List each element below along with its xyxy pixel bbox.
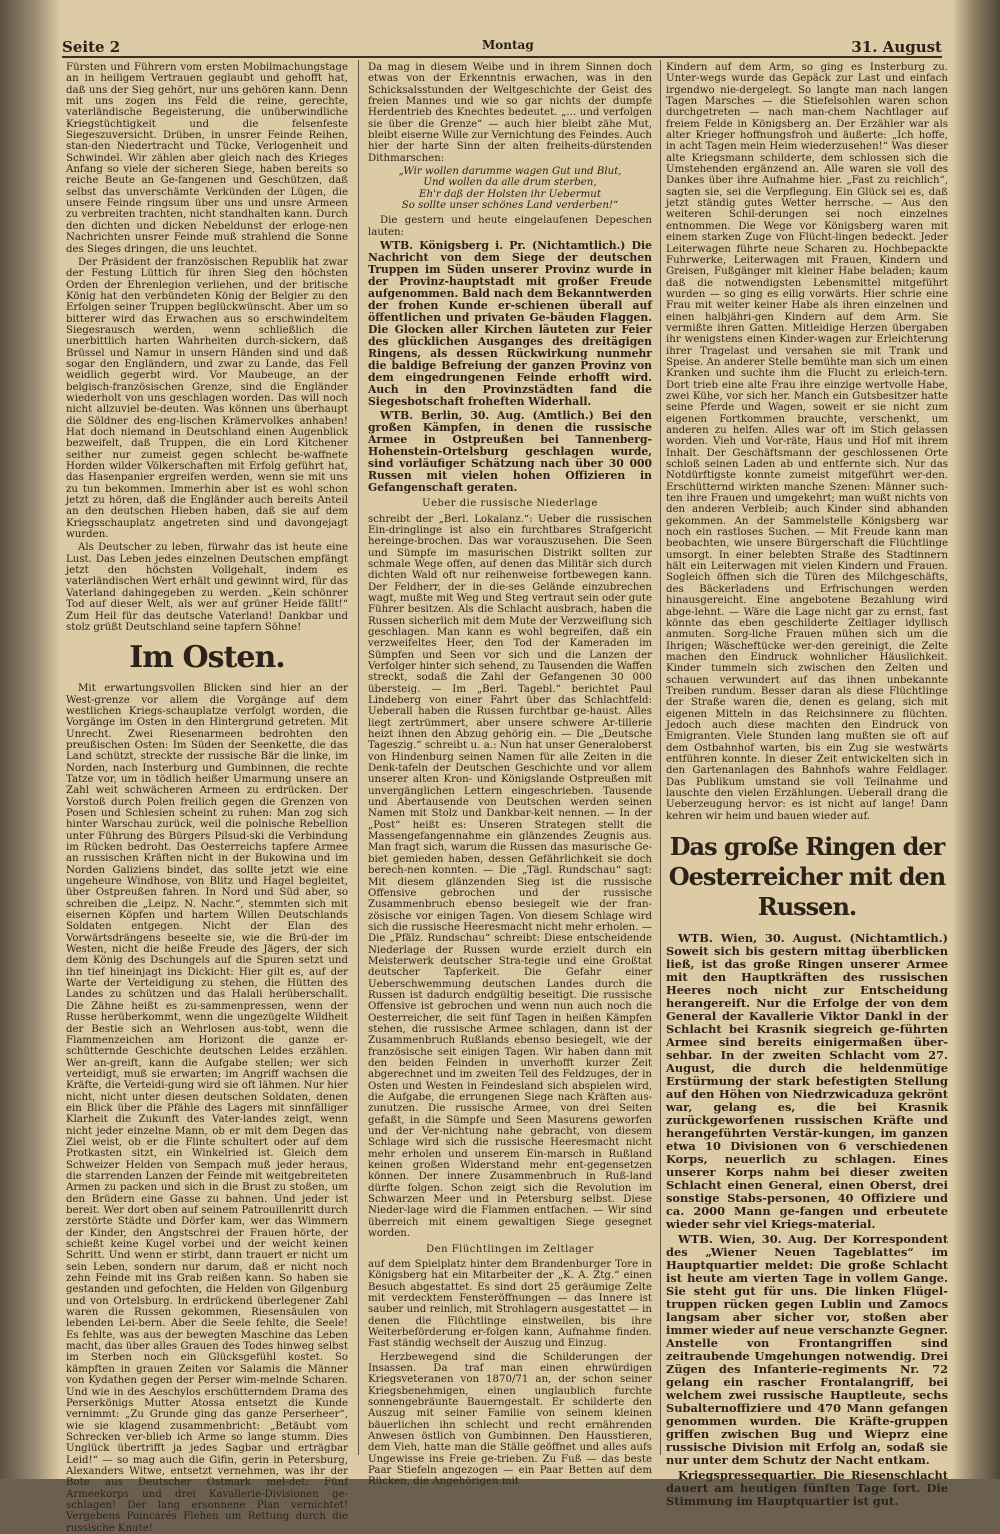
section-heading-ringen: Das große Ringen der Oesterreicher mit den Russen. [668, 832, 946, 922]
paragraph: Herzbewegend sind die Schilderungen der Insassen. Da traf man einen ehrwürdigen Kriegsveteranen von 1870/71 an, der schon seiner Kriegsbenehmigen, einen unglaublich furchte sonnengebräunte Bauerngestalt. Er schilderte den Auszug mit seiner Familie von seinem kleinen bäuerlichen ihn schlecht und recht ernährenden Anwesen östlich von Gumbinnen. Den Hausstieren, dem Vieh, hatte man die Ställe geöffnet und alles aufs Ungewisse ins Freie ge-trieben. Zu Fuß — das beste Paar Stiefeln angezogen — ein Paar Betten auf dem Rücken, die Angehörigen mit [368, 1351, 652, 1488]
paragraph: Mit erwartungsvollen Blicken sind hier an der West-grenze vor allem die Vorgänge auf dem westlichen Kriegs-schauplatze verfolgt worden, die Vorgänge im Osten in den Hintergrund getreten. Mit Unrecht. Zwei Riesenarmeen bedrohten den preußischen Osten: Im Süden der Seenkette, die das Land schützt, streckte der russische Bär die linke, im Norden, nach Insterburg und Gumbinnen, die rechte Tatze vor, um in tödlich heißer Umarmung unsere an Zahl weit schwächeren Armeen zu erdrücken. Der Vorstoß durch Polen freilich gegen die Grenzen von Posen und Schlesien scheint zu ruhen: Man zog sich hinter Warschau zurück, weil die polnische Rebellion unter Führung des Bürgers Pilsud-ski die Verbindung im Rücken bedroht. Das Oesterreichs tapfere Armee an russischen Kräften nicht in der Bukowina und im Norden Galiziens bindet, das sollte jetzt wie eine ungeheure Windhose, von Blitz und Hagel begleitet, über Ostpreußen fahren. In Nord und Süd aber, so schreiben die „Leipz. N. Nachr.“, stemmten sich mit eisernen Köpfen und hartem Willen Deutschlands Soldaten entgegen. Nicht der Elan des Vorwärtsdrängens beseelte sie, wie die Brü-der im Westen, nicht die heiße Freude des Jägers, der sich dem König des Dschungels auf die Spuren setzt und ihn tief hineinjagt ins Dickicht: Hier gilt es, auf der Warte der Verteidigung zu stehen, die Hütten des Landes zu schützen und das Halali herüberschallt. Die Zähne heißt es zu-sammenpressen, wenn der Russe herüberkommt, wenn die ungezügelte Wildheit der Bestie sich an Wehrlosen aus-tobt, wenn die Flammenzeichen am Horizont die ganze er-schütternde Geschichte deutschen Leides erzählen. Wer an-greift, kann die Aufgabe stellen; wer sich verteidigt, muß sie erwarten; im Angriff wachsen die Kräfte, die Verteidi-gung wird sie oft lähmen. Nur hier nicht, nicht unter diesen deutschen Soldaten, denen ein Blick über die Pfähle des Lagers mit sinnfälliger Klarheit die Zukunft des Vater-landes zeigt, wenn nicht jeder einzelne Mann, ob er mit dem Degen das Ziel weist, ob er die Flinte schultert oder auf dem Protkasten sitzt, ein Winkelried ist. Gleich dem Schweizer Helden von Sempach muß jeder heraus, die starrenden Lanzen der Feinde mit weitgebreiteten Armen zu packen und sich in die Brust zu stoßen, um den Brüdern eine Gasse zu bahnen. Und jeder ist bereit. Wer dort oben auf seinem Patrouillenritt durch zerstörte Städte und Dörfer kam, wer das Wimmern der Kinder, den Angstschrei der Frauen hörte, der schießt keine Kugel vorbei und der weicht keinen Schritt. Und wenn er stirbt, dann trauert er nicht um sein Leben, sondern nur darum, daß er nicht noch zehn Feinde mit ins Grab reißen kann. So haben sie gestanden und gefochten, die Helden von Gilgenburg und von Ortelsburg. In erdrückend überlegener Zahl waren die Russen gekommen, Riesensäulen von lebenden Lei-bern. Aber die Seele fehlte, die Seele! Es fehlte, was aus der bewegten Maschine das Leben macht, das über alles Grauen des Todes hinweg selbst im Sterben noch ein Glücksgefühl kostet. So kämpften in grauen Zeiten vor Salamis die Männer von Kydathen gegen der Perser wim-melnde Scharen. Und wie in des Aeschylos erschütterndem Drama des Perserkönigs Mutter Atossa entsetzt die Kunde vernimmt: „Zu Grunde ging das ganze Perserheer“, wie sie klagend zusammenbricht: „Betäubt vom Schrecken ver-blieb ich Arme so lange stumm. Dies Unglück übertrifft ja jedes Sagbar und erträgbar Leid!“ — so mag auch die Gifin, gerin in Petersburg, Alexanders Witwe, entsetzt vernehmen, was ihr der Bote aus Deutscher Ostmark mel-det: Fünf Armeekorps und drei Kavallerie-Divisionen ge-schlagen! Der lang ersonnene Plan vernichtet! Vergebens Poincarés Flehen um Rettung durch die russische Knute! [66, 683, 348, 1534]
paragraph: Da mag in diesem Weibe und in ihrem Sinnen doch etwas von der Erkenntnis erwachen, was in den Schicksalsstunden der Weltgeschichte der Geist des freien Mannes und wie so gar nichts der dumpfe Herdentrieb des Knechtes bedeutet. „... und verfolgen sie über die Grenze“ — auch hier bleibt zähe Mut, bleibt eiserne Wille zur Vernichtung des Feindes. Auch hier der harte Sinn der alten freiheits-dürstenden Dithmarschen: [368, 62, 652, 164]
paragraph: Die gestern und heute eingelaufenen Depeschen lauten: [368, 215, 652, 238]
verse-line: Eh'r daß der Holsten ihr Uebermut [419, 188, 601, 200]
header-day: Montag [482, 38, 534, 52]
verse-line: So sollte unser schönes Land verderben!“ [401, 200, 619, 212]
dispatch-wien-2: WTB. Wien, 30. Aug. Der Korrespondent des „Wiener Neuen Tageblattes“ im Hauptquartier meldet: Die große Schlacht ist heute am vierten Tage in vollem Gange. Sie steht gut für uns. Die linken Flügel-truppen rücken gegen Lublin und Zamocs langsam aber sicher vor, stoßen aber immer wieder auf neue verschanzte Gegner. Anstelle von Frontangriffen sind zeitraubende Umgehungen notwendig. Drei Zügen des Infanterie-regiments Nr. 72 gelang ein rascher Frontalangriff, bei welchem zwei russische Hauptleute, sechs Subalternoffiziere und 470 Mann gefangen genommen wurden. Die Kräfte-gruppen griffen zwischen Bug und Wieprz eine russische Division mit Erfolg an, sodaß sie nur unter dem Schutz der Nacht entkam. [666, 1232, 948, 1468]
paragraph: schreibt der „Berl. Lokalanz.“: Ueber die russischen Ein-dringlinge ist also ein furchtbares Strafgericht hereinge-brochen. Das war vorauszusehen. Die Seen und Sümpfe im masurischen Distrikt sollten zur schmale Wege offen, auf denen das Militär sich durch dichten Wald oft nur reihenweise fortbewegen kann. Der Feldherr, der in die-ses Gelände einzubrechen wagt, mußte mit Weg und Steg vertraut sein oder gute Führer besitzen. Als die Schlacht ausbrach, haben die Russen sicherlich mit dem Mute der Verzweiflung sich geschlagen. Man kann es wohl begreifen, daß ein verzweifeltes Heer, den Tod der Kameraden im Sümpfen und Seen vor sich und die Lanzen der Verfolger hinter sich sehend, zu Tausenden die Waffen streckt, sodaß die Zahl der Gefangenen 30 000 übersteig. — Im „Berl. Tagebl.“ berichtet Paul Lindeberg von einer Fahrt über das Schlachtfeld: Ueberall haben die Russen furchtbar ge-haust. Alles liegt zertrümmert, aber unsere schwere Ar-tillerie heizt ihnen den Abzug gehörig ein. — Die „Deutsche Tageszig.“ schreibt u. a.: Nun hat unser Generaloberst von Hindenburg seinen Namen für alle Zeiten in die Denk-tafeln der Deutschen Geschichte und vor allem unserer alten Kron- und Königslande Ostpreußen mit unvergänglichen Lettern eingeschrieben. Tausende und Abertausende von Deutschen werden seinen Namen mit Stolz und Dankbar-keit nennen. — In der „Post“ heißt es: Unseren Strategen stellt die Massengefangennahme ein glänzendes Zeugnis aus. Man fragt sich, warum die Russen das masurische Ge-biet gemieden haben, dessen Gefährlichkeit sie doch berech-nen konnten. — Die „Tägl. Rundschau“ sagt: Mit diesem glänzenden Sieg ist die russische Offensive gebrochen und der russische Zusammenbruch ebenso besiegelt wie der fran-zösische vor einigen Tagen. Von diesem Schlage wird sich die russische Heeresmacht nicht mehr erholen. — Die „Pfälz. Rundschau“ schreibt: Diese entscheidende Niederlage der Russen wurde erzielt durch ein Meisterwerk deutscher Stra-tegie und eine Großtat deutscher Tapferkeit. Die Gefahr einer Ueberschwemmung deutschen Landes durch die Russen ist dadurch endgültig beseitigt. Die russische Offensive ist gebrochen und wenn nun auch noch die Oesterreicher, die seit fünf Tagen in heißen Kämpfen stehen, die russische Armee schlagen, dann ist der Zusammenbruch Rußlands ebenso besiegelt, wie der französische seit einigen Tagen. Wir haben dann mit den beiden Feinden in unverhofft kurzer Zeit abgerechnet und im zweiten Teil des Feldzuges, der in Osten und Westen in Feindesland sich abspielen wird, die Aufgabe, die errungenen Siege nach Kräften aus-zunutzen. Die russische Armee, von drei Seiten gefaßt, in die Sümpfe und Seen Masurens geworfen und der Ver-nichtung nahe gebracht, von diesem Schlage wird sich die russische Heeresmacht nicht mehr erholen und unserem Ein-marsch in Rußland keinen großen Widerstand mehr ent-gegensetzen können. Der innere Zusammenbruch in Ruß-land dürfte folgen. Schon zeigt sich die Revolution im Schwarzen Meer und in Petersburg selbst. Diese Nieder-lage wird die Flammen entfachen. — Wir sind überreich mit einem gewaltigen Siege gesegnet worden. [368, 513, 652, 1240]
page-edge-shadow-left [0, 0, 60, 1479]
dispatch-koenigsberg: WTB. Königsberg i. Pr. (Nichtamtlich.) Die Nachricht von dem Siege der deutschen Truppen im Süden unserer Provinz wurde in der Provinz-hauptstadt mit großer Freude aufgenommen. Bald nach dem Bekanntwerden der frohen Kunde er-schienen überall auf öffentlichen und privaten Ge-bäuden Flaggen. Die Glocken aller Kirchen läuteten zur Feier des glücklichen Ausganges des dreitägigen Ringens, als dessen Rückwirkung nunmehr die baldige Befreiung der ganzen Provinz von dem eingedrungenen Feinde erhofft wird. Auch in den Provinzstädten fand die Siegesbotschaft froheften Widerhall. [368, 239, 652, 409]
column-divider [660, 60, 661, 1455]
page-edge-shadow-right [952, 0, 1000, 1479]
paragraph: Als Deutscher zu leben, fürwahr das ist heute eine Lust. Das Leben jedes einzelnen Deutschen empfängt jetzt den höchsten Vollgehalt, indem es vaterländischen Wert erhält und gewinnt wird, für das Vaterland dahingegeben zu werden. „Kein schönrer Tod auf dieser Welt, als wer auf grüner Heide fällt!“ Zum Heil für das deutsche Vaterland! Dankbar und stolz grüßt Deutschland seine tapfern Söhne! [66, 542, 348, 633]
verse-line: „Wir wollen darumme wagen Gut und Blut, [398, 166, 622, 178]
page-number: Seite 2 [62, 38, 121, 56]
header-rule [62, 56, 942, 58]
section-heading-im-osten: Im Osten. [129, 640, 285, 676]
dispatch-kriegspressequartier: Kriegspressequartier. Die Riesenschlacht dauert am heutigen fünften Tage fort. Die Stimmung im Hauptquartier ist gut. [666, 1468, 948, 1509]
paragraph: Fürsten und Führern vom ersten Mobilmachungstage an in heiligem Vertrauen geglaubt und gehofft hat, daß uns der Sieg gehört, nur uns gehören kann. Denn mit uns zogen ins Feld die reine, gerechte, vaterländische Begeisterung, die unüberwindliche Kriegstüchtigkeit und die felsenfeste Siegeszuversicht. Drüben, in unsrer Feinde Reihen, stan-den Niedertracht und Tücke, Verlogenheit und Schwindel. Wir zählen aber gleich nach des Krieges Anfang so viele der sicheren Siege, haben bereits so reiche Beute an Ge-fangenen und Geschützen, daß selbst das unverschämte Verkünden der Lügen, die unsere Feinde ringsum über uns und unsre Armeen zu verbreiten trachten, nicht standhalten kann. Durch den dichten und dicken Nebeldunst der erloge-nen Nachrichten unsrer Feinde muß strahlend die Sonne des Sieges dringen, die uns leuchtet. [66, 62, 348, 255]
subheading: Ueber die russische Niederlage [422, 498, 598, 510]
paragraph: auf dem Spielplatz hinter dem Brandenburger Tore in Königsberg hat ein Mitarbeiter der „K. A. Ztg.“ einen Besuch abgestattet. Es sind dort 25 geräumige Zelte mit verdecktem Fensteröffnungen — das Innere ist sauber und reinlich, mit Strohlagern ausgestattet — in denen die Flüchtlinge einstweilen, bis ihre Weiterbeförderung er-folgen kann, Aufnahme finden. Fast ständig wechselt der Auszug und Einzug. [368, 1258, 652, 1350]
verse-line: Und wollen da alle drum sterben, [423, 177, 597, 189]
column-2 [368, 62, 652, 1488]
page-header [62, 38, 942, 58]
subheading: Den Flüchtlingen im Zeltlager [426, 1243, 594, 1255]
paragraph: Der Präsident der französischen Republik hat zwar der Festung Lüttich für ihren Sieg den höchsten Orden der Ehrenlegion verliehen, und der britische König hat den verbündeten König der Belgier zu den Erfolgen seiner Truppen beglückwünscht. Aber um so bitterer wird das Erwachen aus so erschwindeltem Siegesrausch werden, wenn schließlich die unerbittlich harten Wahrheiten durch-sickern, daß Brüssel und Namur in unsern Händen sind und daß sogar den Engländern, und zwar zu Lande, das Fell weidlich gegerbt wird. Vor Maubeuge, an der belgisch-französischen Grenze, sind die Engländer wiederholt von uns geschlagen worden. Das will noch nicht allzuviel be-deuten. Was können uns überhaupt die Söldner des eng-lischen Krämervolkes anhaben! Hat doch niemand in Deutschland einen Augenblick bezweifelt, daß Truppen, die ein Lord Kitchener seither nur zumeist gegen schlecht be-waffnete Horden wilder Völkerschaften mit Erfolg geführt hat, das Hasenpanier ergreifen werden, wenn sie mit uns zu tun bekommen. Immerhin aber ist es wohl schon jetzt zu hören, daß die Engländer auch bereits Anteil an den deutschen Hieben haben, daß sie auf dem Kriegsschauplatz angetreten sind und davongejagt wurden. [66, 256, 348, 541]
column-3 [666, 62, 948, 1509]
paragraph: Kindern auf dem Arm, so ging es Insterburg zu. Unter-wegs wurde das Gepäck zur Last und einfach irgendwo nie-dergelegt. So langte man nach langen Tagen Marsches — die Stiefelsohlen waren schon durchgetreten — nach man-chem Nachtlager auf freiem Felde in Königsberg an. Der Erzähler war als alter Krieger hoffnungsfroh und äußerte: „Ich hoffe, in acht Tagen mein Heim wiederzusehen!“ Was dieser alte Kriegsmann schilderte, dem schlossen sich die Umstehenden ergänzend an. Alle waren sie voll des Dankes über ihre Aufnahme hier. „Fast zu reichlich“, sagten sie, sei die Verpflegung. Ein Glück sei es, daß jetzt ständig gutes Wetter herrsche. — Aus den weiteren Schil-derungen sei noch einzelnes entnommen. Die Wege vor Königsberg waren mit einem starken Zuge von Flücht-lingen bedeckt. Jeder Leiterwagen führte neue Scharen zu. Hochbepackte Fuhrwerke, Leiterwagen mit Frauen, Kindern und Greisen, Fußgänger mit kleiner Habe beladen; kaum daß die notwendigsten Lebensmittel mitgeführt wurden — so ging es eilig vorwärts. Hier schrie eine Frau mit weiter keiner Habe als ihren einzelnen und einen halbjähri-gen Kindern auf dem Arm. Sie vermißte ihren Gatten. Mitleidige Herzen übergaben ihr wenigstens einen Kinder-wagen zur Erleichterung ihrer Tragelast und versahen sie mit Trank und Speise. An anderer Stelle bemühte man sich um einen Kranken und suchte ihm die Flucht zu erleich-tern. Dort trieb eine alte Frau ihre einzige wertvolle Habe, zwei Kühe, vor sich her. Manch ein Gutsbesitzer hatte seine Pferde und Wagen, soweit er sie nicht zum eigenen Fortkommen brauchte, verschenkt, um anderen zu helfen. Alles war oft im Stich gelassen worden. Vieh und Vor-räte, Haus und Hof mit ihrem Inhalt. Der Geschäftsmann der geschlossenen Orte schloß seinen Laden ab und entfernte sich. Nur das Notdürftigste konnte zumeist mitgeführt wer-den. Erschütternd wirkten manche Szenen: Männer such-ten ihre Frauen und umgekehrt; man wußt nichts von den anderen Verbleib; auch Kinder sind abhanden gekommen. An der Sammelstelle Königsberg war noch ein rastloses Suchen. — Mit Freude kann man beobachten, wie unsere Bürgerschaft die Flüchtlinge umsorgt. In einer belebten Straße des Stadtinnern hält ein Leiterwagen mit vielen Kindern und Frauen. Sogleich öffnen sich die Türen des Milchgeschäfts, des Bäckerladens und Erfrischungen werden hinausgereicht. Eine angebotene Bezahlung wird abge-lehnt. — Wäre die Lage nicht gar zu ernst, fast könnte das eben geschilderte Zeltlager idyllisch anmuten. Sorg-liche Frauen mühen sich um die Ihrigen; Wäscheftücke wer-den gereinigt, die Zelte machen den Eindruck wohnlicher Häuslichkeit. Kinder tummeln sich zwischen den Zelten und schauen verwundert auf das ihnen unbekannte Treiben rundum. Besser daran als diese Flüchtlinge der Straße waren die, denen es gelang, sich mit eigenen Mitteln in das Reichsinnere zu flüchten. Jedoch auch diese machten den Eindruck von Emigranten. Viele Stunden lang mußten sie oft auf dem Ostbahnhof warten, bis ein Zug sie westwärts entführen konnte. In dieser Zeit entwickelten sich in den Gartenanlagen des Bahnhofs wahre Feldlager. Das Publikum umstand sie voll Teilnahme und lauschte den vielen Erzählungen. Ueberall drang die Ueberzeugung hervor: es ist nicht auf lange! Dann kehren wir heim und bauen wieder auf. [666, 62, 948, 822]
column-1 [66, 62, 348, 1534]
column-divider [358, 60, 359, 1455]
dispatch-wien-1: WTB. Wien, 30. August. (Nichtamtlich.) Soweit sich bis gestern mittag überblicken ließ, ist das große Ringen unserer Armee mit den Hauptkräften des russischen Heeres noch nicht zur Entscheidung herangereift. Nur die Erfolge der von dem General der Kavallerie Viktor Dankl in der Schlacht bei Krasnik siegreich ge-führten Armee sind bereits einigermaßen über-sehbar. In der zweiten Schlacht vom 27. August, die durch die heldenmütige Erstürmung der stark befestigten Stellung auf den Höhen von Niedrzwicaduza gekrönt war, gelang es, die bei Krasnik zurückgeworfenen russischen Kräfte und herangeführten Verstär-kungen, im ganzen etwa 10 Divisionen von 6 verschiedenen Korps, neuerlich zu schlagen. Eines unserer Korps nahm bei dieser zweiten Schlacht einen General, einen Oberst, drei sonstige Stabs-personen, 40 Offiziere und ca. 2000 Mann ge-fangen und erbeutete wieder sehr viel Kriegs-material. [666, 931, 948, 1232]
header-date: 31. August [851, 38, 942, 56]
dispatch-berlin: WTB. Berlin, 30. Aug. (Amtlich.) Bei den großen Kämpfen, in denen die russische Armee in Ostpreußen bei Tannenberg-Hohenstein-Ortelsburg geschlagen wurde, sind vorläufiger Schätzung nach über 30 000 Russen mit vielen hohen Offizieren in Gefangenschaft geraten. [368, 409, 652, 495]
